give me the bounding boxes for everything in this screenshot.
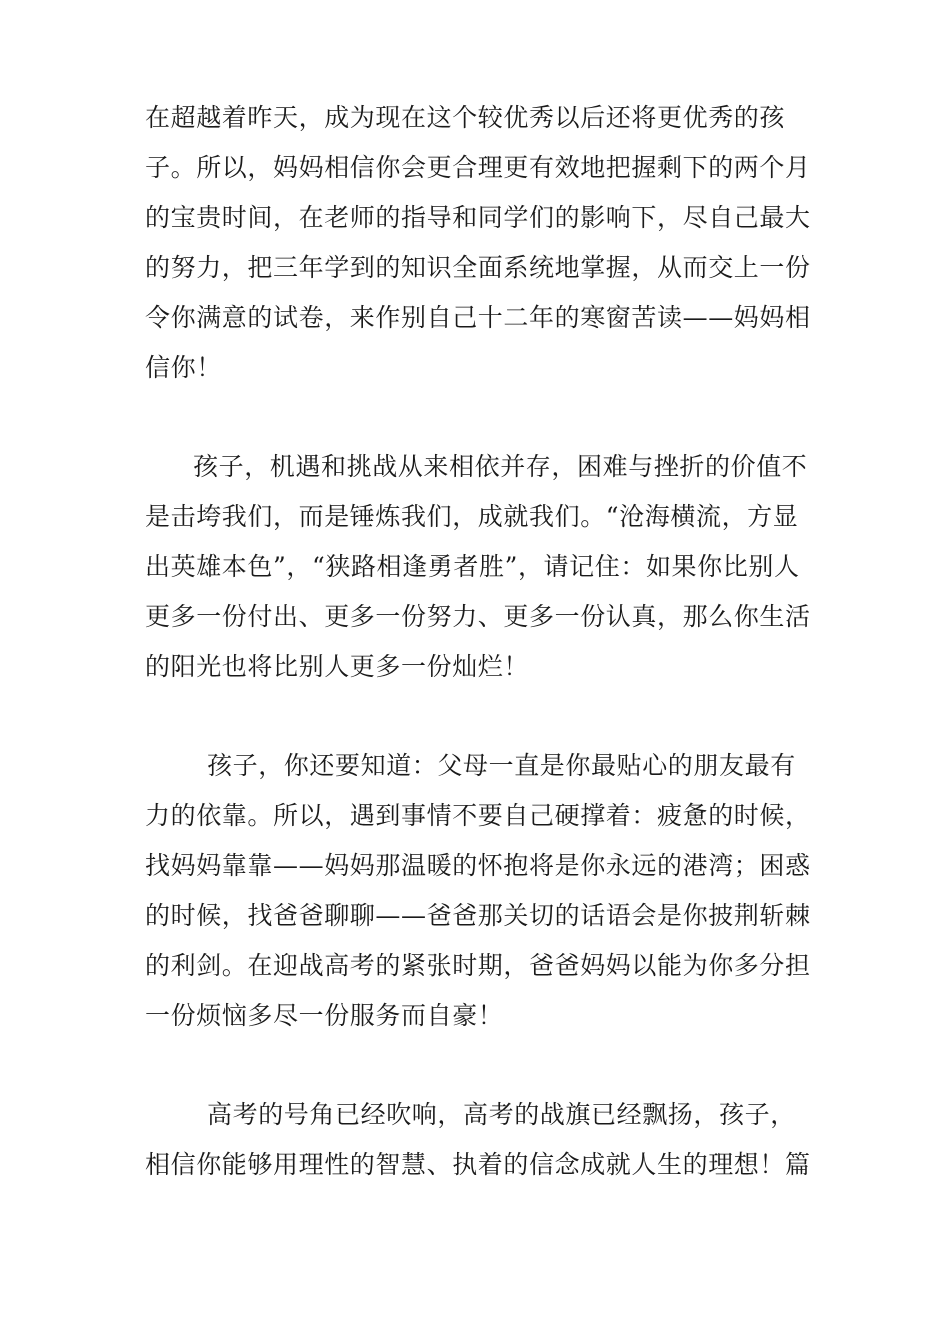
paragraph-line: 相信你能够用理性的智慧、执着的信念成就人生的理想！篇 [145, 1150, 811, 1179]
paragraph-line: 力的依靠。所以，遇到事情不要自己硬撑着：疲惫的时候， [145, 801, 811, 830]
paragraph-line: 的努力，把三年学到的知识全面系统地掌握，从而交上一份 [145, 253, 811, 282]
paragraph-line: 的阳光也将比别人更多一份灿烂！ [145, 652, 530, 681]
paragraph-line: 的宝贵时间，在老师的指导和同学们的影响下，尽自己最大 [145, 203, 811, 232]
paragraph-line: 令你满意的试卷，来作别自己十二年的寒窗苦读——妈妈相 [145, 303, 811, 332]
paragraph-line: 的时候，找爸爸聊聊——爸爸那关切的话语会是你披荆斩棘 [145, 901, 811, 930]
paragraph-line: 是击垮我们，而是锤炼我们，成就我们。“沧海横流，方显 [145, 502, 799, 531]
paragraph-line: 孩子，机遇和挑战从来相依并存，困难与挫折的价值不 [193, 452, 808, 481]
paragraph-line: 更多一份付出、更多一份努力、更多一份认真，那么你生活 [145, 602, 811, 631]
paragraph-line: 子。所以，妈妈相信你会更合理更有效地把握剩下的两个月 [145, 153, 811, 182]
paragraph-line: 出英雄本色”，“狭路相逢勇者胜”，请记住：如果你比别人 [145, 552, 800, 581]
paragraph-line: 孩子，你还要知道：父母一直是你最贴心的朋友最有 [207, 751, 796, 780]
paragraph-line: 的利剑。在迎战高考的紧张时期，爸爸妈妈以能为你多分担 [145, 951, 811, 980]
paragraph-line: 信你！ [145, 353, 222, 382]
paragraph-line: 在超越着昨天，成为现在这个较优秀以后还将更优秀的孩 [145, 103, 786, 132]
paragraph-line: 一份烦恼多尽一份服务而自豪！ [145, 1001, 504, 1030]
paragraph-line: 找妈妈靠靠——妈妈那温暖的怀抱将是你永远的港湾；困惑 [145, 851, 811, 880]
paragraph-line: 高考的号角已经吹响，高考的战旗已经飘扬，孩子， [207, 1100, 796, 1129]
